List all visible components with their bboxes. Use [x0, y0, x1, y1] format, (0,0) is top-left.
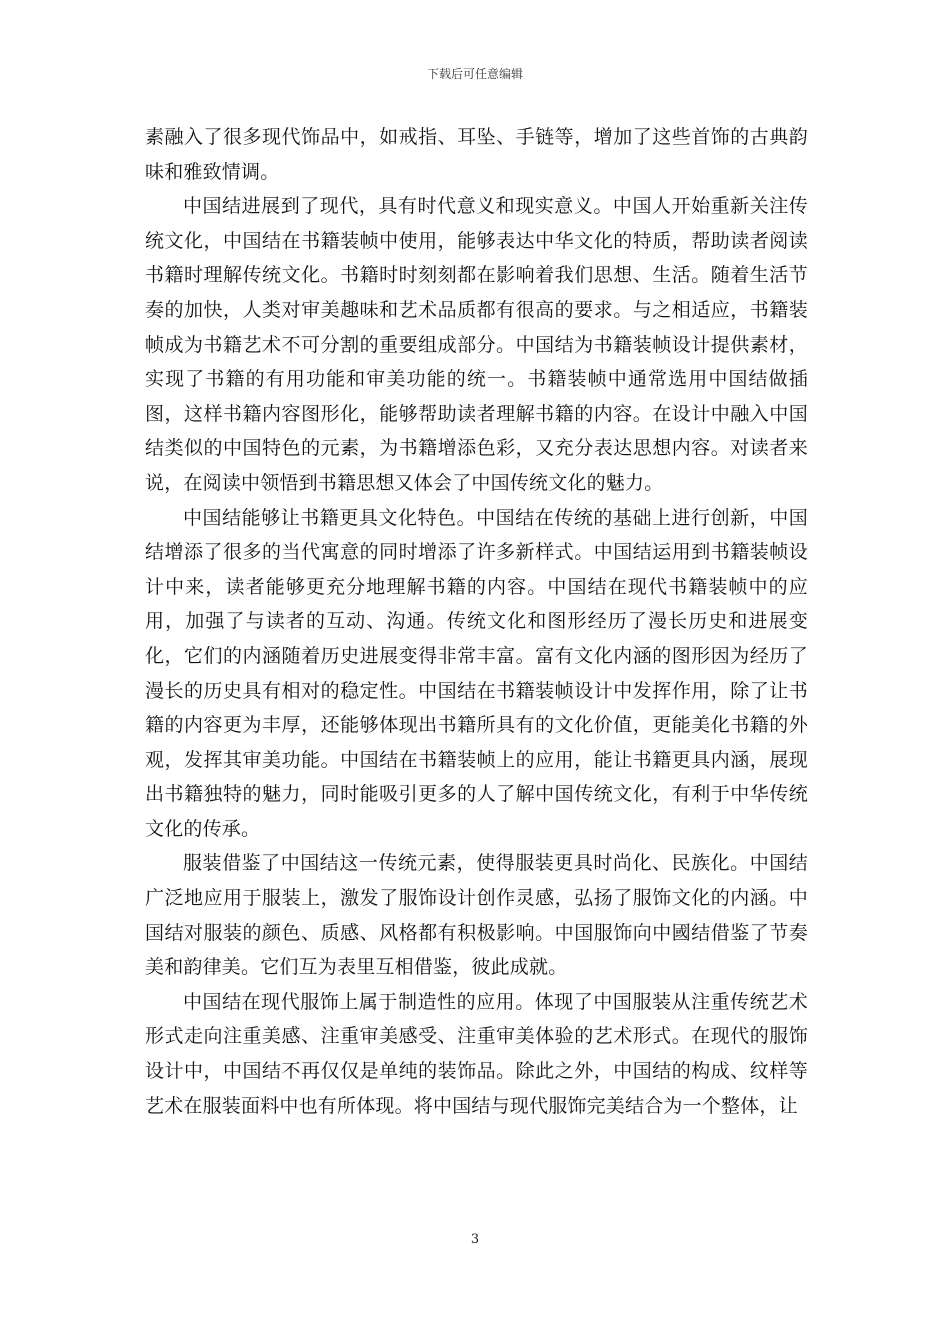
page-number: 3 [470, 1232, 480, 1247]
page-header: 下载后可任意编辑 [426, 67, 523, 81]
document-body [145, 120, 808, 1123]
paragraph-continuation: 素融入了很多现代饰品中，如戒指、耳坠、手链等，增加了这些首饰的古典韵味和雅致情调。 [145, 126, 808, 183]
paragraph-book-binding: 中国结进展到了现代，具有时代意义和现实意义。中国人开始重新关注传统文化，中国结在书籍装帧中使用，能够表达中华文化的特质，帮助读者阅读书籍时理解传统文化。书籍时时刻刻都在影响着我们思想、生活。随着生活节奏的加快，人类对审美趣味和艺术品质都有很高的要求。与之相适应，书籍装帧成为书籍艺术不可分割的重要组成部分。中国结为书籍装帧设计提供素材，实现了书籍的有用功能和审美功能的统一。书籍装帧中通常选用中国结做插图，这样书籍内容图形化，能够帮助读者理解书籍的内容。在设计中融入中国结类似的中国特色的元素，为书籍增添色彩，又充分表达思想内容。对读者来说，在阅读中领悟到书籍思想又体会了中国传统文化的魅力。 [145, 195, 808, 494]
paragraph-cultural-features: 中国结能够让书籍更具文化特色。中国结在传统的基础上进行创新，中国结增添了很多的当代寓意的同时增添了许多新样式。中国结运用到书籍装帧设计中来，读者能够更充分地理解书籍的内容。中国结在现代书籍装帧中的应用，加强了与读者的互动、沟通。传统文化和图形经历了漫长历史和进展变化，它们的内涵随着历史进展变得非常丰富。富有文化内涵的图形因为经历了漫长的历史具有相对的稳定性。中国结在书籍装帧设计中发挥作用，除了让书籍的内容更为丰厚，还能够体现出书籍所具有的文化价值，更能美化书籍的外观，发挥其审美功能。中国结在书籍装帧上的应用，能让书籍更具内涵，展现出书籍独特的魅力，同时能吸引更多的人了解中国传统文化，有利于中华传统文化的传承。 [145, 506, 808, 840]
paragraph-modern-apparel: 中国结在现代服饰上属于制造性的应用。体现了中国服装从注重传统艺术形式走向注重美感、注重审美感受、注重审美体验的艺术形式。在现代的服饰设计中，中国结不再仅仅是单纯的装饰品。除此之外，中国结的构成、纹样等艺术在服装面料中也有所体现。将中国结与现代服饰完美结合为一个整体，让 [145, 990, 808, 1117]
paragraph-clothing: 服装借鉴了中国结这一传统元素，使得服装更具时尚化、民族化。中国结广泛地应用于服装上，激发了服饰设计创作灵感，弘扬了服饰文化的内涵。中国结对服装的颜色、质感、风格都有积极影响。中国服饰向中國结借鉴了节奏美和韵律美。它们互为表里互相借鉴，彼此成就。 [145, 852, 808, 979]
